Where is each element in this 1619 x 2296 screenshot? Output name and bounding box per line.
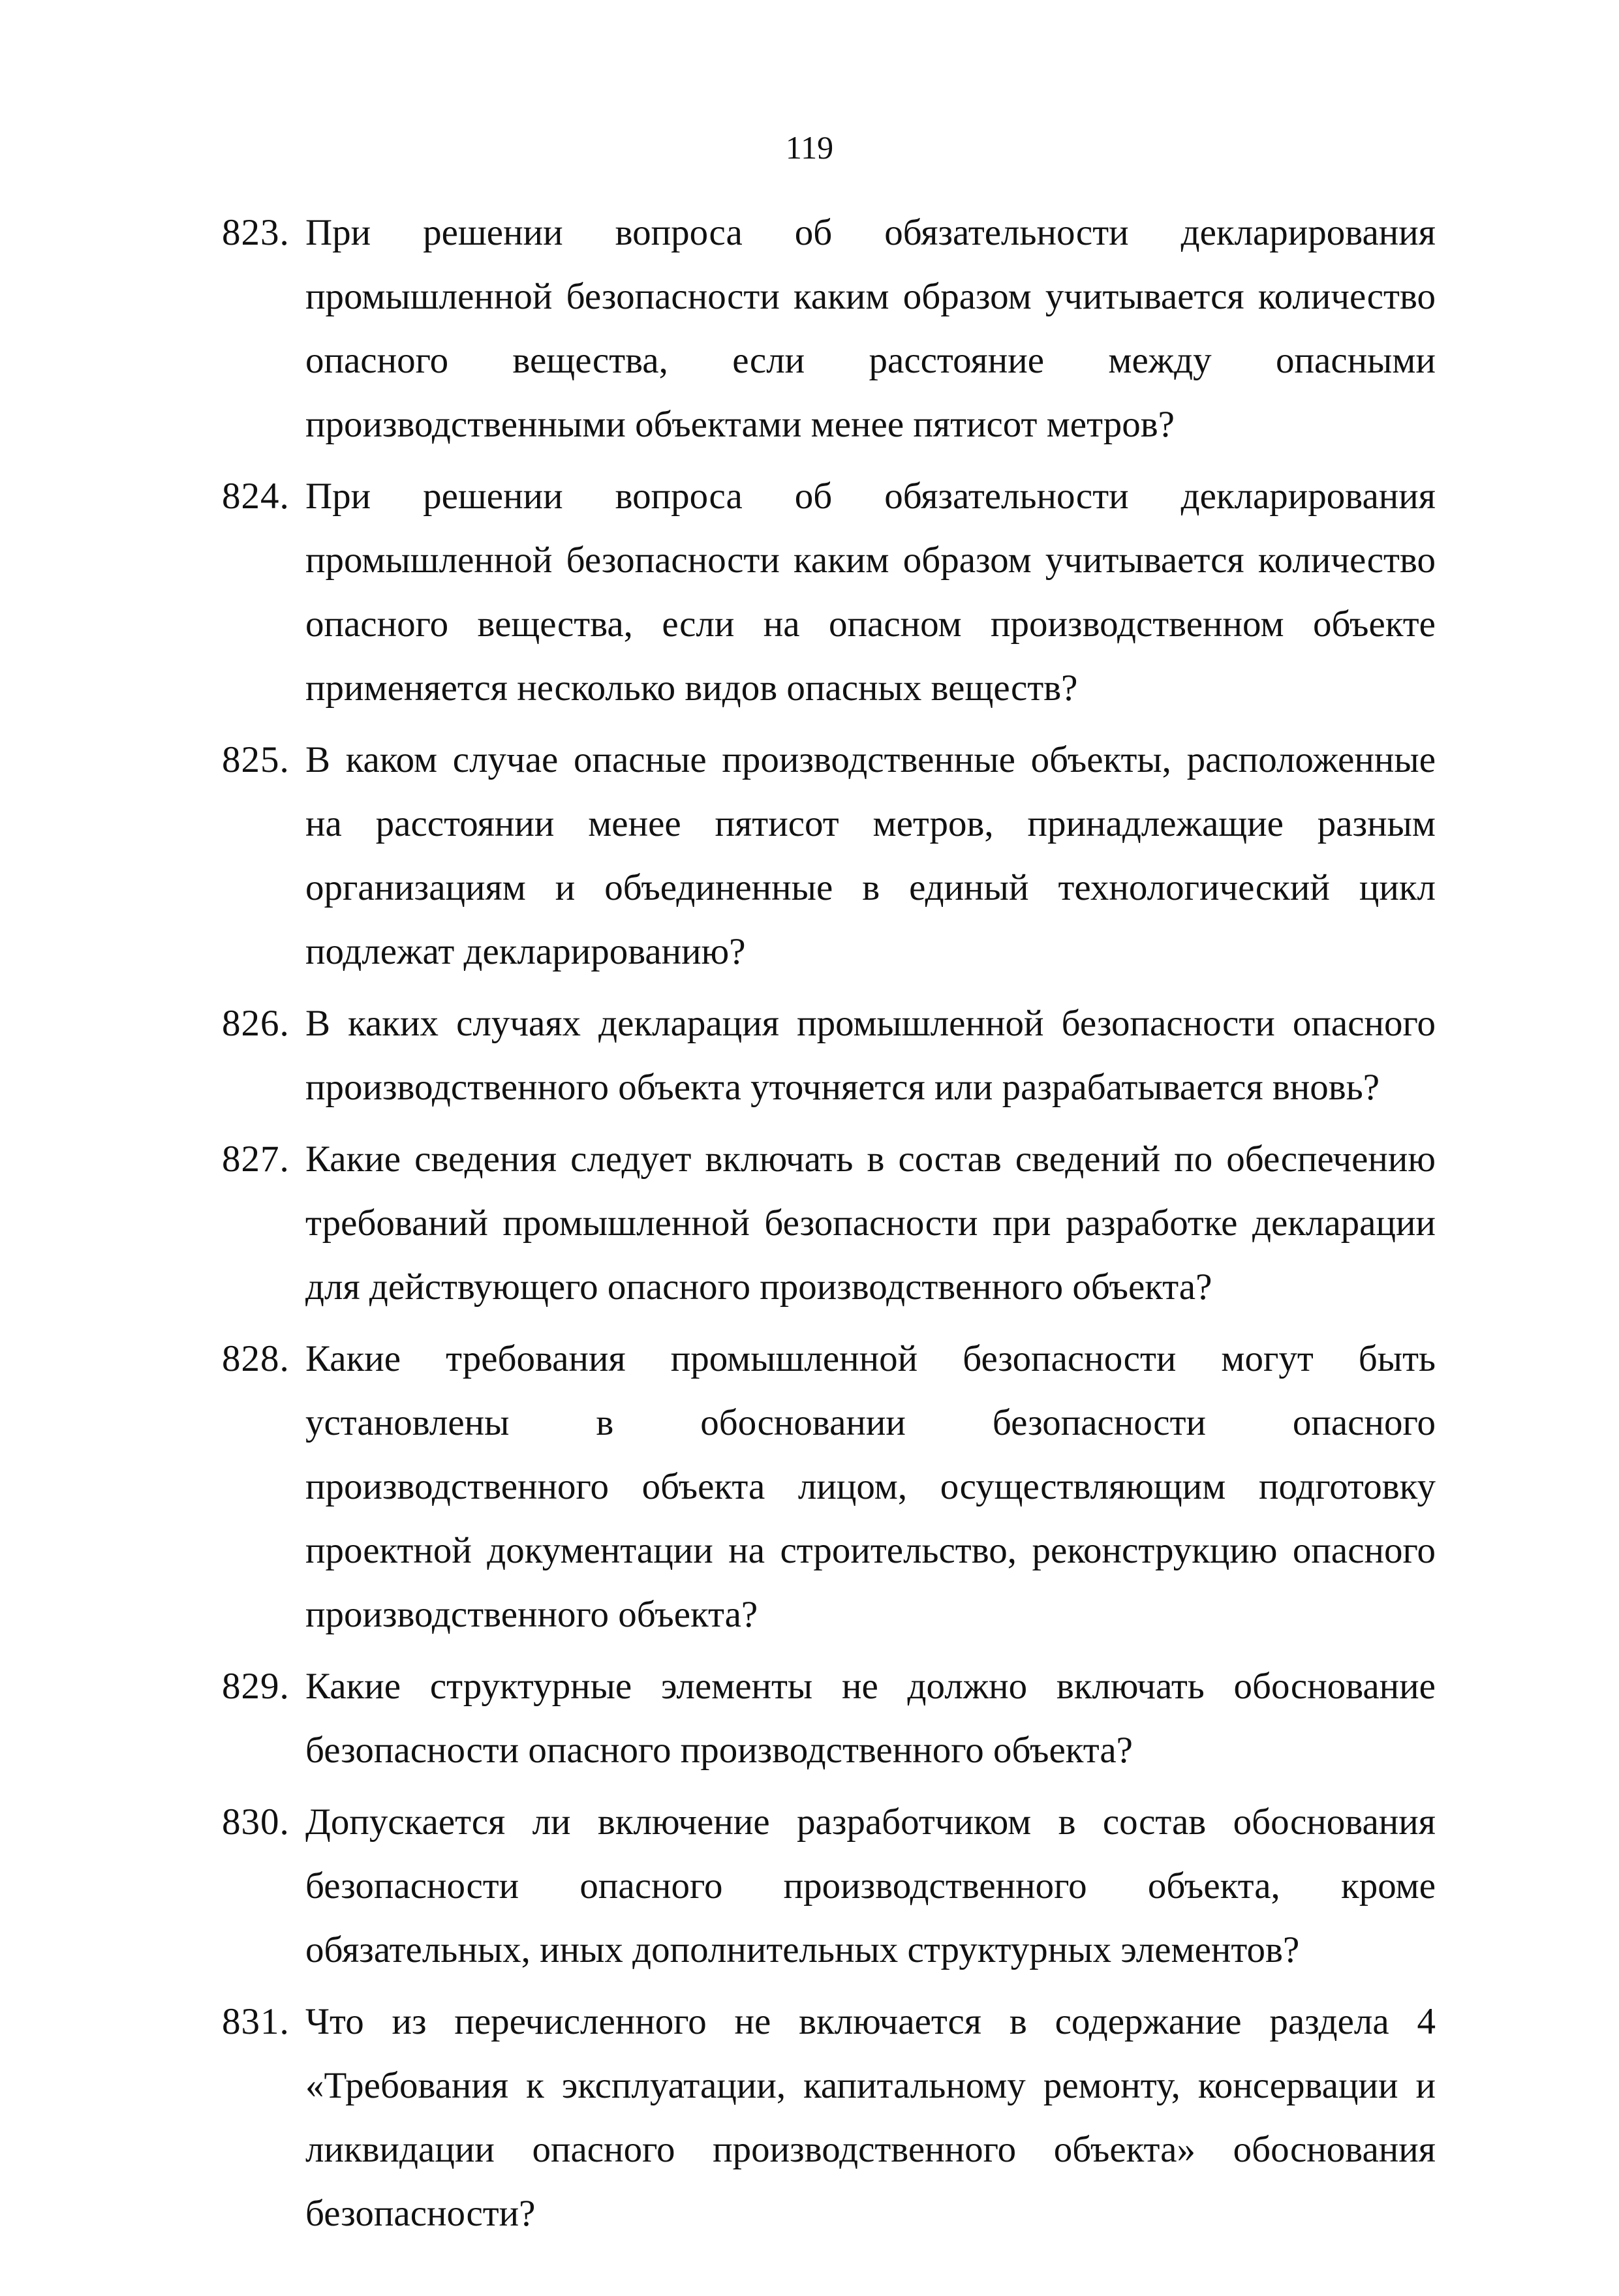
- question-text: При решении вопроса об обязательности декларирования промышленной безопасности каким образом учитывается количество опасного вещества, если на опасном производственном объекте применяется несколько видов опасных веществ?: [305, 476, 1436, 709]
- question-item: [222, 465, 1436, 720]
- question-item: [222, 1790, 1436, 1982]
- question-number: 823.: [222, 212, 290, 253]
- question-item: [222, 1127, 1436, 1319]
- question-number: 828.: [222, 1338, 290, 1379]
- question-number: 829.: [222, 1666, 290, 1707]
- question-number: 824.: [222, 476, 290, 517]
- question-text: Какие структурные элементы не должно включать обоснование безопасности опасного производственного объекта?: [305, 1666, 1436, 1771]
- question-item: [222, 1327, 1436, 1647]
- question-item: [222, 992, 1436, 1120]
- question-item: [222, 728, 1436, 984]
- question-text: Что из перечисленного не включается в содержание раздела 4 «Требования к эксплуатации, капитальному ремонту, консервации и ликвидации опасного производственного объекта» обоснования безопасности?: [305, 2001, 1436, 2234]
- question-number: 830.: [222, 1801, 290, 1843]
- question-text: При решении вопроса об обязательности декларирования промышленной безопасности каким образом учитывается количество опасного вещества, если расстояние между опасными производственными объектами менее пятисот метров?: [305, 212, 1436, 445]
- question-text: Какие сведения следует включать в состав сведений по обеспечению требований промышленной безопасности при разработке декларации для действующего опасного производственного объекта?: [305, 1139, 1436, 1308]
- question-text: Допускается ли включение разработчиком в состав обоснования безопасности опасного производственного объекта, кроме обязательных, иных дополнительных структурных элементов?: [305, 1801, 1436, 1970]
- question-number: 826.: [222, 1003, 290, 1044]
- question-item: [222, 1990, 1436, 2246]
- question-text: В каких случаях декларация промышленной безопасности опасного производственного объекта уточняется или разрабатывается вновь?: [305, 1003, 1436, 1108]
- question-item: [222, 1655, 1436, 1783]
- question-text: Какие требования промышленной безопасности могут быть установлены в обосновании безопасности опасного производственного объекта лицом, осуществляющим подготовку проектной документации на строительство, реконструкцию опасного производственного объекта?: [305, 1338, 1436, 1635]
- question-list: [222, 201, 1436, 2254]
- question-text: В каком случае опасные производственные объекты, расположенные на расстоянии менее пятисот метров, принадлежащие разным организациям и объединенные в единый технологический цикл подлежат декларированию?: [305, 739, 1436, 972]
- question-number: 827.: [222, 1139, 290, 1180]
- page-number: 119: [785, 129, 834, 166]
- question-number: 825.: [222, 739, 290, 780]
- question-item: [222, 201, 1436, 457]
- question-number: 831.: [222, 2001, 290, 2042]
